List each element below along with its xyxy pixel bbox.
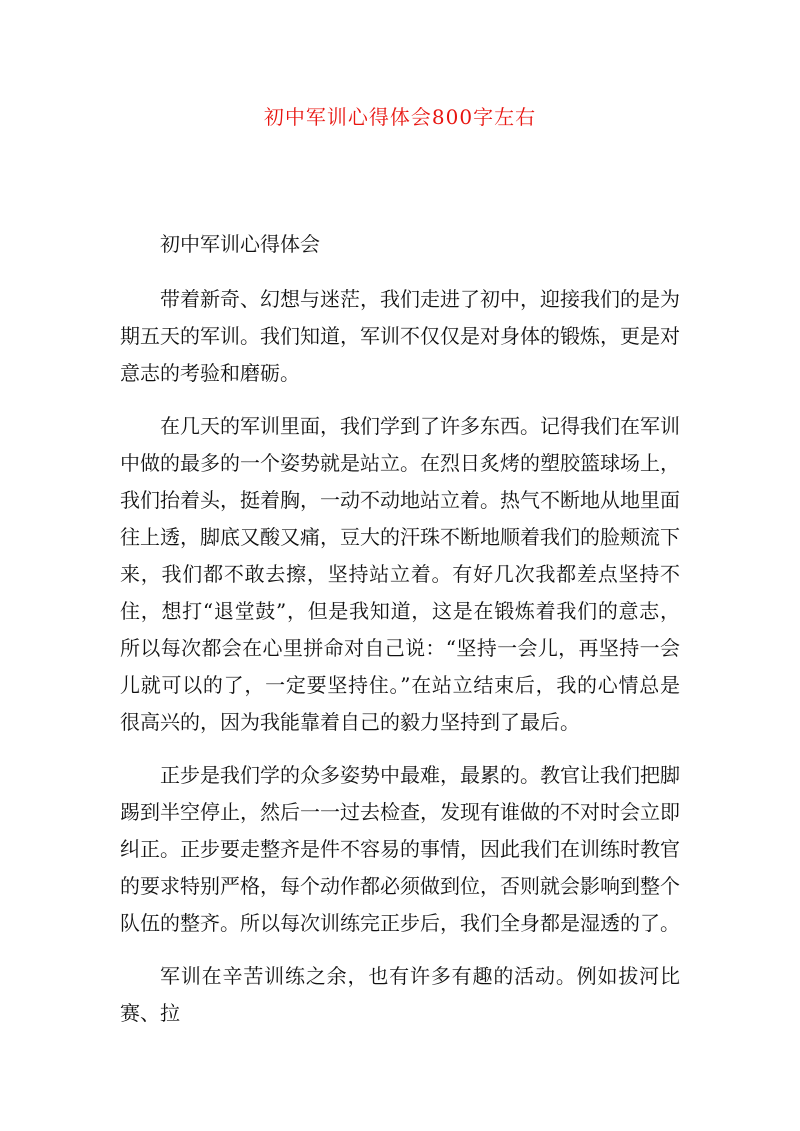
paragraph-2: 在几天的军训里面，我们学到了许多东西。记得我们在军训中做的最多的一个姿势就是站立。在烈日炙烤的塑胶篮球场上，我们抬着头，挺着胸，一动不动地站立着。热气不断地从地里面往上透，脚底又酸又痛，豆大的汗珠不断地顺着我们的脸颊流下来，我们都不敢去擦，坚持站立着。有好几次我都差点坚持不住，想打“退堂鼓”，但是我知道，这是在锻炼着我们的意志，所以每次都会在心里拼命对自己说：“坚持一会儿，再坚持一会儿就可以的了，一定要坚持住。”在站立结束后，我的心情总是很高兴的，因为我能靠着自己的毅力坚持到了最后。 (120, 414, 680, 734)
paragraph-3: 正步是我们学的众多姿势中最难，最累的。教官让我们把脚踢到半空停止，然后一一过去检查，发现有谁做的不对时会立即纠正。正步要走整齐是件不容易的事情，因此我们在训练时教官的要求特别严格，每个动作都必须做到位，否则就会影响到整个队伍的整齐。所以每次训练完正步后，我们全身都是湿透的了。 (120, 763, 680, 935)
document-title: 初中军训心得体会800字左右 (263, 105, 537, 129)
section-heading: 初中军训心得体会 (160, 232, 320, 256)
paragraph-1: 带着新奇、幻想与迷茫，我们走进了初中，迎接我们的是为期五天的军训。我们知道，军训不仅仅是对身体的锻炼，更是对意志的考验和磨砺。 (120, 287, 680, 385)
paragraph-4: 军训在辛苦训练之余，也有许多有趣的活动。例如拔河比赛、拉 (120, 964, 680, 1025)
document-body (120, 226, 680, 1048)
